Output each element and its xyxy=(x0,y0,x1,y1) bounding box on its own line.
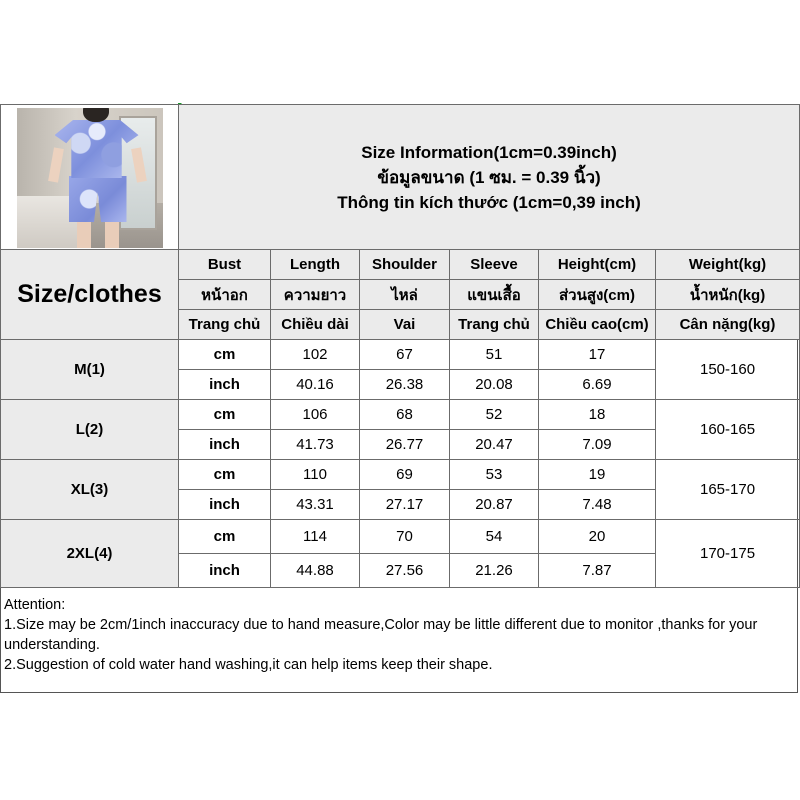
col-length-th: ความยาว xyxy=(271,280,360,310)
m-bust-cm: 102 xyxy=(271,340,360,370)
attention-notes xyxy=(4,595,794,675)
col-shoulder-en: Shoulder xyxy=(360,250,450,280)
unit-cm: cm xyxy=(179,520,271,554)
xl-sleeve-inch: 7.48 xyxy=(539,490,656,520)
col-height-en: Height(cm) xyxy=(539,250,656,280)
l-height: 160-165 xyxy=(656,400,800,460)
col-length-vi: Chiều dài xyxy=(271,310,360,340)
xl-length-inch: 27.17 xyxy=(360,490,450,520)
col-bust-vi: Trang chủ xyxy=(179,310,271,340)
l-bust-inch: 41.73 xyxy=(271,430,360,460)
col-height-th: ส่วนสูง(cm) xyxy=(539,280,656,310)
m-length-inch: 26.38 xyxy=(360,370,450,400)
size-chart-table xyxy=(0,104,800,588)
m-length-cm: 67 xyxy=(360,340,450,370)
l-shoulder-inch: 20.47 xyxy=(450,430,539,460)
col-weight-vi: Cân nặng(kg) xyxy=(656,310,800,340)
col-length-en: Length xyxy=(271,250,360,280)
xl-length-cm: 69 xyxy=(360,460,450,490)
attention-heading: Attention: xyxy=(4,597,66,613)
2xl-length-inch: 27.56 xyxy=(360,554,450,588)
m-shoulder-cm: 51 xyxy=(450,340,539,370)
col-sleeve-th: แขนเสื้อ xyxy=(450,280,539,310)
2xl-length-cm: 70 xyxy=(360,520,450,554)
m-sleeve-inch: 6.69 xyxy=(539,370,656,400)
2xl-sleeve-cm: 20 xyxy=(539,520,656,554)
l-sleeve-inch: 7.09 xyxy=(539,430,656,460)
col-bust-th: หน้าอก xyxy=(179,280,271,310)
l-bust-cm: 106 xyxy=(271,400,360,430)
xl-height: 165-170 xyxy=(656,460,800,520)
unit-inch: inch xyxy=(179,554,271,588)
xl-shoulder-cm: 53 xyxy=(450,460,539,490)
col-sleeve-vi: Trang chủ xyxy=(450,310,539,340)
m-shoulder-inch: 20.08 xyxy=(450,370,539,400)
2xl-height: 170-175 xyxy=(656,520,800,588)
xl-shoulder-inch: 20.87 xyxy=(450,490,539,520)
col-bust-en: Bust xyxy=(179,250,271,280)
l-shoulder-cm: 52 xyxy=(450,400,539,430)
col-sleeve-en: Sleeve xyxy=(450,250,539,280)
unit-cm: cm xyxy=(179,460,271,490)
size-label-m: M(1) xyxy=(1,340,179,400)
l-length-cm: 68 xyxy=(360,400,450,430)
m-height: 150-160 xyxy=(656,340,800,400)
unit-inch: inch xyxy=(179,490,271,520)
unit-cm: cm xyxy=(179,340,271,370)
unit-cm: cm xyxy=(179,400,271,430)
size-label-l: L(2) xyxy=(1,400,179,460)
2xl-shoulder-cm: 54 xyxy=(450,520,539,554)
m-bust-inch: 40.16 xyxy=(271,370,360,400)
size-label-2xl: 2XL(4) xyxy=(1,520,179,588)
product-photo-cell xyxy=(1,105,179,250)
title-thai: ข้อมูลขนาด (1 ซม. = 0.39 นิ้ว) xyxy=(377,167,601,187)
2xl-sleeve-inch: 7.87 xyxy=(539,554,656,588)
col-weight-en: Weight(kg) xyxy=(656,250,800,280)
m-sleeve-cm: 17 xyxy=(539,340,656,370)
xl-sleeve-cm: 19 xyxy=(539,460,656,490)
attention-note-1: 1.Size may be 2cm/1inch inaccuracy due to hand measure,Color may be little different due to monitor ,thanks for your understanding. xyxy=(4,617,758,653)
size-clothes-header: Size/clothes xyxy=(1,250,179,340)
unit-inch: inch xyxy=(179,430,271,460)
col-shoulder-vi: Vai xyxy=(360,310,450,340)
l-length-inch: 26.77 xyxy=(360,430,450,460)
col-weight-th: น้ำหนัก(kg) xyxy=(656,280,800,310)
2xl-bust-inch: 44.88 xyxy=(271,554,360,588)
col-height-vi: Chiều cao(cm) xyxy=(539,310,656,340)
attention-note-2: 2.Suggestion of cold water hand washing,it can help items keep their shape. xyxy=(4,657,493,673)
2xl-shoulder-inch: 21.26 xyxy=(450,554,539,588)
xl-bust-inch: 43.31 xyxy=(271,490,360,520)
size-information-title xyxy=(179,105,800,250)
col-shoulder-th: ไหล่ xyxy=(360,280,450,310)
product-photo xyxy=(17,108,163,248)
2xl-bust-cm: 114 xyxy=(271,520,360,554)
l-sleeve-cm: 18 xyxy=(539,400,656,430)
size-label-xl: XL(3) xyxy=(1,460,179,520)
title-vietnamese: Thông tin kích thước (1cm=0,39 inch) xyxy=(337,192,641,212)
title-english: Size Information(1cm=0.39inch) xyxy=(361,142,617,162)
xl-bust-cm: 110 xyxy=(271,460,360,490)
unit-inch: inch xyxy=(179,370,271,400)
